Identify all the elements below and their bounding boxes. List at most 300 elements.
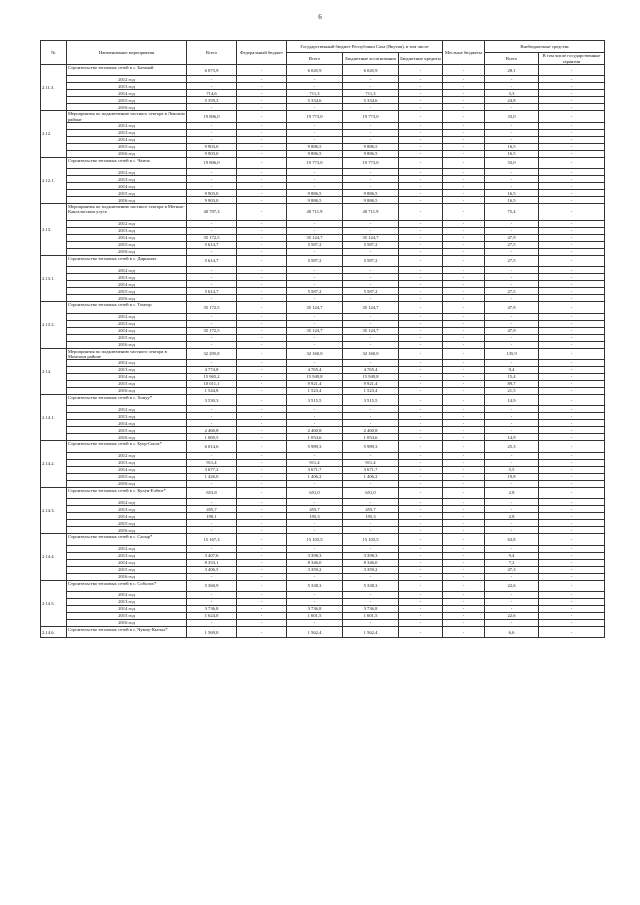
cell-value: -: [399, 190, 443, 197]
year-label: 2014 год: [67, 183, 187, 190]
cell-value: 1 562,4: [343, 626, 399, 637]
cell-value: 8 353,1: [187, 559, 237, 566]
cell-value: -: [443, 248, 485, 255]
cell-value: -: [485, 413, 539, 420]
year-row: [41, 334, 605, 341]
cell-value: -: [539, 76, 605, 83]
cell-value: -: [539, 506, 605, 513]
cell-value: 9 886,5: [343, 143, 399, 150]
cell-value: -: [485, 619, 539, 626]
cell-value: 5,5: [485, 466, 539, 473]
year-label: 2015 год: [67, 612, 187, 619]
year-row: [41, 76, 605, 83]
cell-value: -: [539, 566, 605, 573]
cell-value: -: [539, 612, 605, 619]
year-row: [41, 90, 605, 97]
table-row: [41, 348, 605, 359]
cell-value: -: [443, 341, 485, 348]
year-row: [41, 513, 605, 520]
cell-value: -: [343, 413, 399, 420]
cell-value: -: [399, 295, 443, 302]
cell-value: -: [237, 90, 287, 97]
table-row: [41, 441, 605, 452]
year-label: 2012 год: [67, 122, 187, 129]
header-local: Местные бюджеты: [443, 41, 485, 65]
year-row: [41, 248, 605, 255]
cell-value: -: [399, 387, 443, 394]
cell-value: -: [485, 605, 539, 612]
cell-value: -: [443, 373, 485, 380]
cell-value: 19 773,0: [287, 157, 343, 168]
cell-value: 19,8: [485, 473, 539, 480]
row-code: 2.14.4.: [41, 534, 67, 580]
year-label: 2016 год: [67, 573, 187, 580]
cell-value: -: [443, 605, 485, 612]
cell-value: 1 523,4: [287, 387, 343, 394]
cell-value: -: [485, 220, 539, 227]
cell-value: -: [443, 506, 485, 513]
year-label: 2016 год: [67, 387, 187, 394]
row-name: Мероприятия по подключению частного сектора в Ленском районе: [68, 111, 185, 122]
cell-value: -: [539, 302, 605, 313]
cell-value: 27,5: [485, 288, 539, 295]
cell-value: 19 773,0: [343, 157, 399, 168]
cell-value: -: [539, 552, 605, 559]
cell-value: -: [539, 267, 605, 274]
cell-value: -: [399, 580, 443, 591]
cell-value: -: [443, 612, 485, 619]
cell-value: -: [237, 169, 287, 176]
cell-value: -: [237, 267, 287, 274]
cell-value: -: [539, 619, 605, 626]
cell-value: 455,7: [343, 506, 399, 513]
cell-value: 911,4: [287, 459, 343, 466]
row-name: Строительство тепловых сетей в с. Томтор: [67, 302, 187, 313]
year-row: [41, 552, 605, 559]
cell-value: -: [237, 566, 287, 573]
cell-value: -: [443, 190, 485, 197]
cell-value: -: [399, 197, 443, 204]
cell-value: -: [485, 499, 539, 506]
cell-value: -: [399, 612, 443, 619]
cell-value: 47,9: [485, 327, 539, 334]
header-state-group: Государственный бюджет Республики Саха (Якутия), в том числе: [287, 41, 443, 53]
cell-value: -: [443, 499, 485, 506]
cell-value: -: [237, 591, 287, 598]
header-name: Наименование мероприятия: [67, 41, 187, 65]
cell-value: -: [187, 413, 237, 420]
cell-value: 9 903,0: [187, 197, 237, 204]
cell-value: -: [539, 387, 605, 394]
cell-value: -: [237, 480, 287, 487]
cell-value: -: [237, 334, 287, 341]
cell-value: 5 587,2: [287, 255, 343, 266]
cell-value: 40 787,3: [187, 204, 237, 221]
header-offbudget-group: Внебюджетные средства: [485, 41, 605, 53]
year-label: 2015 год: [67, 97, 187, 104]
cell-value: -: [287, 129, 343, 136]
cell-value: -: [399, 480, 443, 487]
cell-value: -: [237, 406, 287, 413]
table-row: [41, 65, 605, 76]
cell-value: -: [399, 499, 443, 506]
cell-value: -: [187, 406, 237, 413]
cell-value: -: [399, 227, 443, 234]
cell-value: -: [443, 111, 485, 122]
cell-value: 28,1: [485, 65, 539, 76]
year-row: [41, 190, 605, 197]
year-label: 2016 год: [67, 295, 187, 302]
year-label: 2014 год: [67, 327, 187, 334]
cell-value: 19 773,0: [343, 111, 399, 122]
cell-value: -: [485, 427, 539, 434]
cell-value: -: [237, 190, 287, 197]
year-label: 2015 год: [67, 380, 187, 387]
year-row: [41, 452, 605, 459]
cell-value: -: [443, 241, 485, 248]
cell-value: -: [399, 566, 443, 573]
cell-value: 5 359,3: [187, 97, 237, 104]
cell-value: -: [187, 619, 237, 626]
cell-value: -: [399, 327, 443, 334]
row-name: Строительство тепловых сетей в с. Чумпу-Кытыл*: [67, 626, 187, 637]
cell-value: -: [443, 406, 485, 413]
cell-value: -: [343, 480, 399, 487]
cell-value: -: [399, 143, 443, 150]
row-name: Строительство тепловых сетей в с. Кулун-Елбют*: [67, 487, 187, 498]
year-row: [41, 234, 605, 241]
cell-value: -: [187, 83, 237, 90]
year-label: 2012 год: [67, 359, 187, 366]
cell-value: 1 569,0: [187, 626, 237, 637]
cell-value: -: [399, 626, 443, 637]
cell-value: -: [287, 420, 343, 427]
cell-value: -: [539, 527, 605, 534]
cell-value: -: [287, 227, 343, 234]
year-row: [41, 380, 605, 387]
cell-value: -: [399, 220, 443, 227]
cell-value: -: [399, 76, 443, 83]
year-label: 2016 год: [67, 104, 187, 111]
cell-value: 5 334,6: [287, 97, 343, 104]
year-row: [41, 520, 605, 527]
year-label: 2015 год: [67, 427, 187, 434]
cell-value: -: [539, 197, 605, 204]
cell-value: 1 544,8: [187, 387, 237, 394]
cell-value: -: [287, 104, 343, 111]
cell-value: -: [287, 83, 343, 90]
cell-value: -: [287, 499, 343, 506]
cell-value: -: [485, 320, 539, 327]
cell-value: -: [539, 406, 605, 413]
row-name: Строительство тепловых сетей в с. Сасыр*: [67, 534, 187, 545]
cell-value: -: [237, 459, 287, 466]
cell-value: -: [187, 545, 237, 552]
cell-value: -: [399, 83, 443, 90]
cell-value: -: [237, 359, 287, 366]
year-label: 2013 год: [67, 227, 187, 234]
cell-value: -: [287, 406, 343, 413]
year-row: [41, 406, 605, 413]
cell-value: -: [443, 559, 485, 566]
row-code: 2.14.2.: [41, 441, 67, 487]
cell-value: -: [485, 136, 539, 143]
cell-value: -: [485, 527, 539, 534]
cell-value: 24,8: [485, 97, 539, 104]
year-row: [41, 241, 605, 248]
cell-value: 1 523,4: [343, 387, 399, 394]
cell-value: 40 711,9: [343, 204, 399, 221]
cell-value: 19 773,0: [287, 111, 343, 122]
year-label: 2015 год: [67, 190, 187, 197]
cell-value: -: [237, 534, 287, 545]
cell-value: 1 601,5: [287, 612, 343, 619]
cell-value: -: [399, 90, 443, 97]
cell-value: 35 124,7: [287, 327, 343, 334]
cell-value: -: [443, 545, 485, 552]
cell-value: -: [443, 413, 485, 420]
header-offbudget-total: Всего: [485, 53, 539, 65]
header-offbudget-guar: В том числе государственные гарантии: [539, 53, 605, 65]
cell-value: -: [399, 559, 443, 566]
cell-value: -: [539, 459, 605, 466]
cell-value: 5 614,7: [187, 255, 237, 266]
cell-value: -: [399, 619, 443, 626]
header-federal: Федеральный бюджет: [237, 41, 287, 65]
year-label: 2016 год: [67, 197, 187, 204]
cell-value: 9 886,5: [343, 150, 399, 157]
year-label: 2013 год: [67, 506, 187, 513]
cell-value: -: [287, 183, 343, 190]
cell-value: -: [287, 176, 343, 183]
cell-value: 15 167,3: [187, 534, 237, 545]
cell-value: -: [443, 220, 485, 227]
cell-value: -: [443, 359, 485, 366]
row-name: Строительство тепловых сетей в с. Батамай: [67, 65, 187, 76]
cell-value: -: [399, 406, 443, 413]
cell-value: -: [399, 434, 443, 441]
cell-value: -: [237, 248, 287, 255]
cell-value: -: [237, 197, 287, 204]
cell-value: -: [485, 129, 539, 136]
cell-value: -: [539, 320, 605, 327]
cell-value: -: [237, 612, 287, 619]
cell-value: 15 965,2: [187, 373, 237, 380]
cell-value: 35 124,7: [343, 327, 399, 334]
year-label: 2016 год: [67, 434, 187, 441]
cell-value: -: [399, 380, 443, 387]
cell-value: -: [287, 545, 343, 552]
cell-value: -: [539, 255, 605, 266]
cell-value: -: [237, 545, 287, 552]
cell-value: -: [287, 295, 343, 302]
cell-value: -: [399, 459, 443, 466]
cell-value: -: [539, 573, 605, 580]
cell-value: -: [443, 197, 485, 204]
cell-value: -: [539, 220, 605, 227]
header-state-total: Всего: [287, 53, 343, 65]
cell-value: -: [187, 267, 237, 274]
cell-value: -: [443, 176, 485, 183]
cell-value: -: [443, 480, 485, 487]
cell-value: -: [237, 513, 287, 520]
cell-value: -: [485, 83, 539, 90]
cell-value: -: [237, 274, 287, 281]
year-row: [41, 366, 605, 373]
row-code: 2.12.: [41, 111, 67, 157]
cell-value: 5 360,9: [187, 580, 237, 591]
cell-value: -: [539, 580, 605, 591]
cell-value: -: [343, 248, 399, 255]
cell-value: -: [399, 157, 443, 168]
cell-value: -: [287, 334, 343, 341]
cell-value: -: [399, 348, 443, 359]
row-name: Строительство тепловых сетей в с. Соболох*: [67, 580, 187, 591]
year-row: [41, 122, 605, 129]
cell-value: -: [443, 434, 485, 441]
cell-value: -: [287, 341, 343, 348]
cell-value: -: [343, 499, 399, 506]
cell-value: -: [399, 248, 443, 255]
cell-value: -: [485, 545, 539, 552]
cell-value: -: [187, 480, 237, 487]
cell-value: 195,3: [287, 513, 343, 520]
cell-value: -: [485, 295, 539, 302]
year-row: [41, 197, 605, 204]
cell-value: -: [287, 573, 343, 580]
cell-value: 5 587,2: [287, 241, 343, 248]
row-code: 2.12.1.: [41, 157, 67, 203]
cell-value: -: [399, 527, 443, 534]
year-label: 2015 год: [67, 334, 187, 341]
year-row: [41, 598, 605, 605]
cell-value: -: [399, 204, 443, 221]
year-row: [41, 387, 605, 394]
cell-value: -: [443, 97, 485, 104]
cell-value: -: [187, 359, 237, 366]
cell-value: 911,4: [187, 459, 237, 466]
cell-value: -: [237, 234, 287, 241]
year-label: 2015 год: [67, 143, 187, 150]
cell-value: 35 172,5: [187, 234, 237, 241]
year-label: 2012 год: [67, 267, 187, 274]
cell-value: -: [399, 573, 443, 580]
cell-value: -: [443, 76, 485, 83]
cell-value: -: [187, 452, 237, 459]
cell-value: -: [343, 520, 399, 527]
cell-value: -: [399, 427, 443, 434]
row-name: Строительство тепловых сетей в с. Чамча: [67, 157, 187, 168]
cell-value: 75,4: [485, 204, 539, 221]
cell-value: 15 103,5: [343, 534, 399, 545]
year-label: 2016 год: [67, 527, 187, 534]
cell-value: -: [539, 248, 605, 255]
cell-value: -: [287, 169, 343, 176]
budget-table: [40, 40, 605, 638]
cell-value: -: [187, 334, 237, 341]
year-row: [41, 566, 605, 573]
cell-value: 6 014,6: [187, 441, 237, 452]
cell-value: -: [187, 573, 237, 580]
cell-value: -: [539, 204, 605, 221]
cell-value: 14,9: [485, 434, 539, 441]
cell-value: 1 624,0: [187, 612, 237, 619]
cell-value: -: [399, 183, 443, 190]
cell-value: -: [237, 136, 287, 143]
year-row: [41, 506, 605, 513]
cell-value: 5 614,7: [187, 241, 237, 248]
year-label: 2016 год: [67, 150, 187, 157]
cell-value: 19 806,0: [187, 111, 237, 122]
year-row: [41, 313, 605, 320]
year-row: [41, 150, 605, 157]
cell-value: -: [539, 111, 605, 122]
cell-value: -: [539, 348, 605, 359]
cell-value: -: [539, 466, 605, 473]
cell-value: -: [443, 327, 485, 334]
cell-value: -: [237, 76, 287, 83]
year-row: [41, 605, 605, 612]
cell-value: -: [399, 241, 443, 248]
cell-value: -: [237, 605, 287, 612]
cell-value: -: [399, 394, 443, 405]
cell-value: -: [287, 591, 343, 598]
cell-value: -: [237, 183, 287, 190]
cell-value: -: [187, 76, 237, 83]
year-row: [41, 559, 605, 566]
cell-value: -: [187, 248, 237, 255]
cell-value: -: [485, 520, 539, 527]
cell-value: -: [237, 129, 287, 136]
cell-value: 711,3: [343, 90, 399, 97]
table-row: [41, 204, 605, 221]
cell-value: 1 601,5: [343, 612, 399, 619]
cell-value: 5 338,3: [287, 580, 343, 591]
cell-value: 33,0: [485, 111, 539, 122]
cell-value: -: [399, 313, 443, 320]
cell-value: -: [343, 334, 399, 341]
cell-value: -: [443, 65, 485, 76]
row-name: Мероприятия по подключению частного сектора в Мегино-Кангаласском улусе: [67, 204, 187, 221]
cell-value: -: [443, 441, 485, 452]
cell-value: -: [399, 452, 443, 459]
table-row: [41, 157, 605, 168]
cell-value: 16,5: [485, 150, 539, 157]
row-code: 2.14.6.: [41, 626, 67, 637]
cell-value: -: [343, 267, 399, 274]
cell-value: -: [287, 313, 343, 320]
cell-value: -: [287, 520, 343, 527]
year-row: [41, 619, 605, 626]
cell-value: -: [399, 420, 443, 427]
table-row: [41, 394, 605, 405]
cell-value: -: [237, 441, 287, 452]
year-label: 2015 год: [67, 520, 187, 527]
cell-value: -: [539, 334, 605, 341]
cell-value: -: [443, 513, 485, 520]
cell-value: -: [237, 241, 287, 248]
year-label: 2013 год: [67, 413, 187, 420]
year-row: [41, 267, 605, 274]
table-row: [41, 626, 605, 637]
year-label: 2014 год: [67, 559, 187, 566]
year-row: [41, 220, 605, 227]
cell-value: -: [343, 420, 399, 427]
cell-value: -: [237, 366, 287, 373]
cell-value: -: [399, 513, 443, 520]
year-row: [41, 169, 605, 176]
cell-value: 1 562,4: [287, 626, 343, 637]
